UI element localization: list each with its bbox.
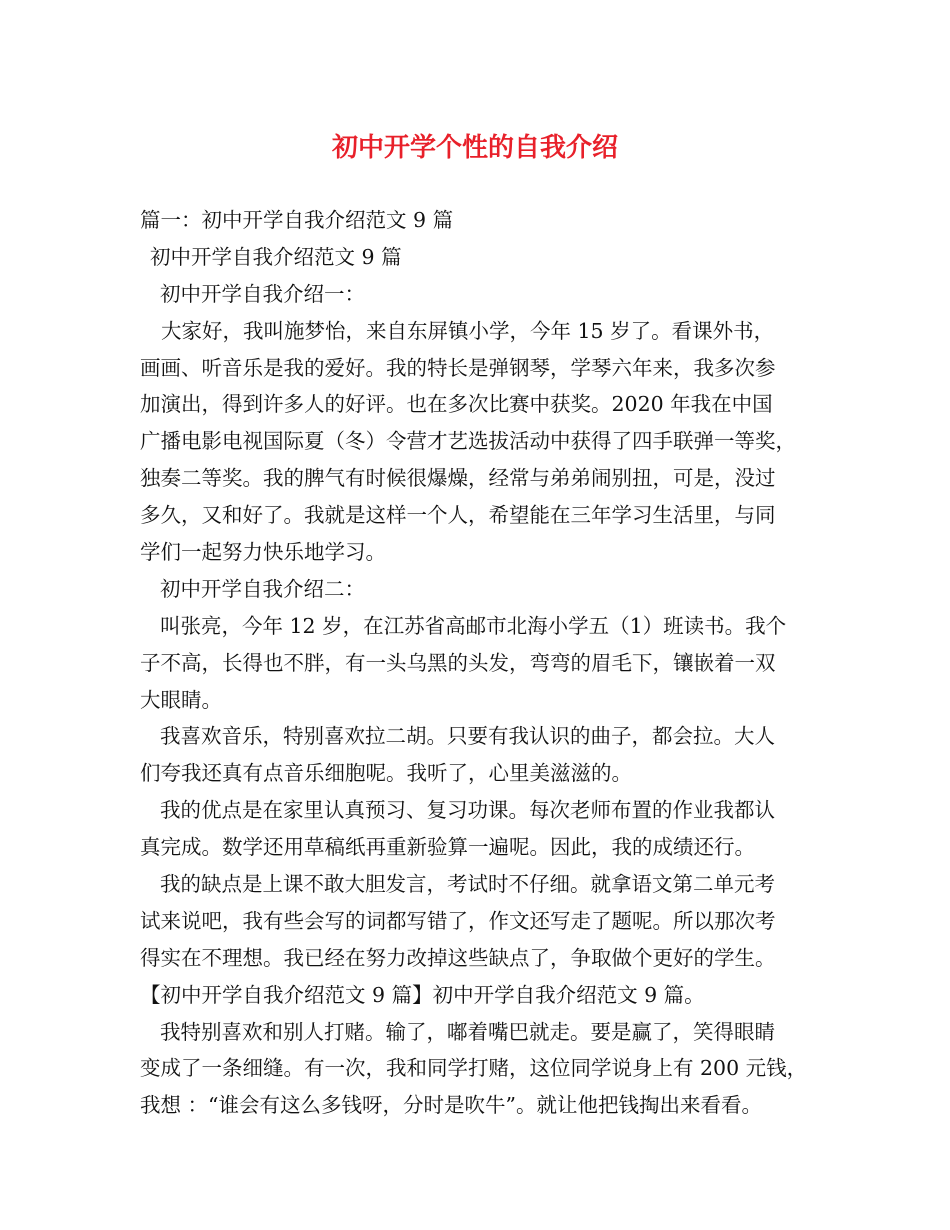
paragraph-line: 广播电影电视国际夏（冬）令营才艺选拔活动中获得了四手联弹一等奖， (140, 429, 796, 454)
paragraph-line: 得实在不理想。我已经在努力改掉这些缺点了，争取做个更好的学生。 (140, 945, 776, 970)
document-title: 初中开学个性的自我介绍 (331, 133, 618, 163)
bracket-heading-line: 【初中开学自我介绍范文 9 篇】初中开学自我介绍范文 9 篇。 (140, 982, 705, 1007)
paragraph-line: 子不高，长得也不胖，有一头乌黑的头发，弯弯的眉毛下，镶嵌着一双 (140, 650, 776, 675)
subsection-heading: 初中开学自我介绍范文 9 篇 (150, 244, 402, 269)
intro-heading-one: 初中开学自我介绍一： (160, 281, 365, 306)
paragraph-line: 变成了一条细缝。有一次，我和同学打赌，这位同学说身上有 200 元钱， (140, 1056, 808, 1081)
paragraph-line: 试来说吧，我有些会写的词都写错了，作文还写走了题呢。所以那次考 (140, 908, 776, 933)
paragraph-line: 叫张亮，今年 12 岁，在江苏省高邮市北海小学五（1）班读书。我个 (160, 613, 787, 638)
paragraph-line: 真完成。数学还用草稿纸再重新验算一遍呢。因此，我的成绩还行。 (140, 835, 755, 860)
paragraph-line: 我的优点是在家里认真预习、复习功课。每次老师布置的作业我都认 (160, 798, 775, 823)
paragraph-line: 多久，又和好了。我就是这样一个人，希望能在三年学习生活里，与同 (140, 503, 776, 528)
paragraph-line: 我的缺点是上课不敢大胆发言，考试时不仔细。就拿语文第二单元考 (160, 872, 775, 897)
paragraph-line: 大眼睛。 (140, 687, 222, 712)
section-heading: 篇一：初中开学自我介绍范文 9 篇 (140, 208, 454, 232)
paragraph-line: 们夸我还真有点音乐细胞呢。我听了，心里美滋滋的。 (140, 761, 632, 786)
document-body (140, 202, 830, 1124)
paragraph-line: 画画、听音乐是我的爱好。我的特长是弹钢琴，学琴六年来，我多次参 (140, 355, 776, 380)
paragraph-line: 加演出，得到许多人的好评。也在多次比赛中获奖。2020 年我在中国 (140, 392, 773, 417)
paragraph-line: 学们一起努力快乐地学习。 (140, 540, 386, 565)
intro-heading-two: 初中开学自我介绍二： (160, 576, 365, 601)
paragraph-line: 大家好，我叫施梦怡，来自东屏镇小学，今年 15 岁了。看课外书， (161, 318, 775, 343)
paragraph-line: 我喜欢音乐，特别喜欢拉二胡。只要有我认识的曲子，都会拉。大人 (160, 724, 775, 749)
paragraph-line: 我特别喜欢和别人打赌。输了，嘟着嘴巴就走。要是赢了，笑得眼睛 (160, 1019, 775, 1044)
paragraph-line: 独奏二等奖。我的脾气有时候很爆燥，经常与弟弟闹别扭，可是，没过 (140, 466, 776, 491)
paragraph-line: 我想 ：“谁会有这么多钱呀，分时是吹牛”。就让他把钱掏出来看看。 (140, 1093, 762, 1118)
